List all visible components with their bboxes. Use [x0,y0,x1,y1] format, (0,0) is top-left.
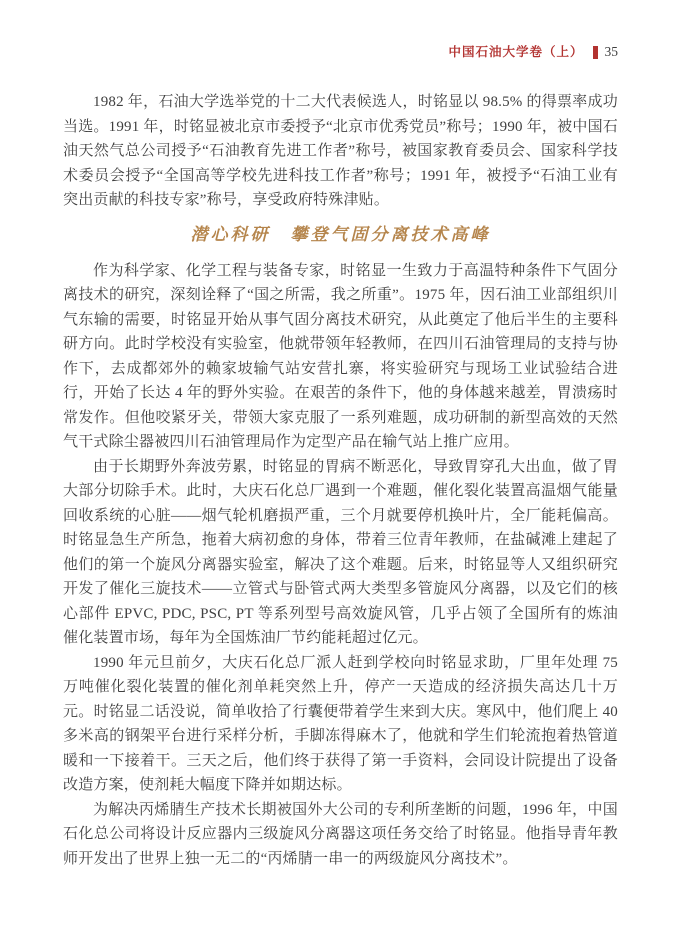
page-body [63,0,618,871]
paragraph-daqing-rescue: 1990 年元旦前夕，大庆石化总厂派人赶到学校向时铭显求助，厂里年处理 75 万吨催化裂化装置的催化剂单耗突然上升，停产一天造成的经济损失高达几十万元。时铭显二话没说，简单收拾了行囊便带着学生来到大庆。寒风中，他们爬上 40 多米高的钢架平台进行采样分析，手脚冻得麻木了，他就和学生们轮流抱着热管道暖和一下接着干。三天之后，他们终于获得了第一手资料，会同设计院提出了设备改造方案，使剂耗大幅度下降并如期达标。 [63,654,618,793]
volume-title: 中国石油大学卷（上） [448,45,584,59]
paragraph-acrylonitrile-tech: 为解决丙烯腈生产技术长期被国外大公司的专利所垄断的问题，1996 年，中国石化总公司将设计反应器内三级旋风分离器这项任务交给了时铭显。他指导青年教师开发出了世界上独一无二的“丙烯腈一串一的两级旋风分离技术”。 [63,801,618,867]
paragraph-cyclone-lab: 由于长期野外奔波劳累，时铭显的胃病不断恶化，导致胃穿孔大出血，做了胃大部分切除手术。此时，大庆石化总厂遇到一个难题，催化裂化装置高温烟气能量回收系统的心脏——烟气轮机磨损严重，三个月就要停机换叶片，全厂能耗偏高。时铭显急生产所急，拖着大病初愈的身体，带着三位青年教师，在盐碱滩上建起了他们的第一个旋风分离器实验室，解决了这个难题。后来，时铭显等人又组织研究开发了催化三旋技术——立管式与卧管式两大类型多管旋风分离器，以及它们的核心部件 EPVC, PDC, PSC, PT 等系列型号高效旋风管，几乎占领了全国所有的炼油催化装置市场，每年为全国炼油厂节约能耗超过亿元。 [63,458,618,646]
paragraph-awards-honors: 1982 年，石油大学选举党的十二大代表候选人，时铭显以 98.5% 的得票率成功当选。1991 年，时铭显被北京市委授予“北京市优秀党员”称号；1990 年，被中国石油天然气总公司授予“石油教育先进工作者”称号，被国家教育委员会、国家科学技术委员会授予“全国高等学校先进科技工作者”称号；1991 年，被授予“石油工业有突出贡献的科技专家”称号，享受政府特殊津贴。 [63,94,618,208]
page-number: 35 [604,44,618,59]
section-heading: 潜心科研 攀登气固分离技术高峰 [190,224,491,245]
paragraph-research-origin: 作为科学家、化学工程与装备专家，时铭显一生致力于高温特种条件下气固分离技术的研究，深刻诠释了“国之所需，我之所重”。1975 年，因石油工业部组织川气东输的需要，时铭显开始从事气固分离技术研究，从此奠定了他后半生的主要科研方向。此时学校没有实验室，他就带领年轻教师，在四川石油管理局的支持与协作下，去成都郊外的赖家坡输气站安营扎寨，将实验研究与现场工业试验结合进行，开始了长达 4 年的野外实验。在艰苦的条件下，他的身体越来越差，胃溃疡时常发作。但他咬紧牙关，带领大家克服了一系列难题，成功研制的新型高效的天然气干式除尘器被四川石油管理局作为定型产品在输气站上推广应用。 [63,262,618,450]
